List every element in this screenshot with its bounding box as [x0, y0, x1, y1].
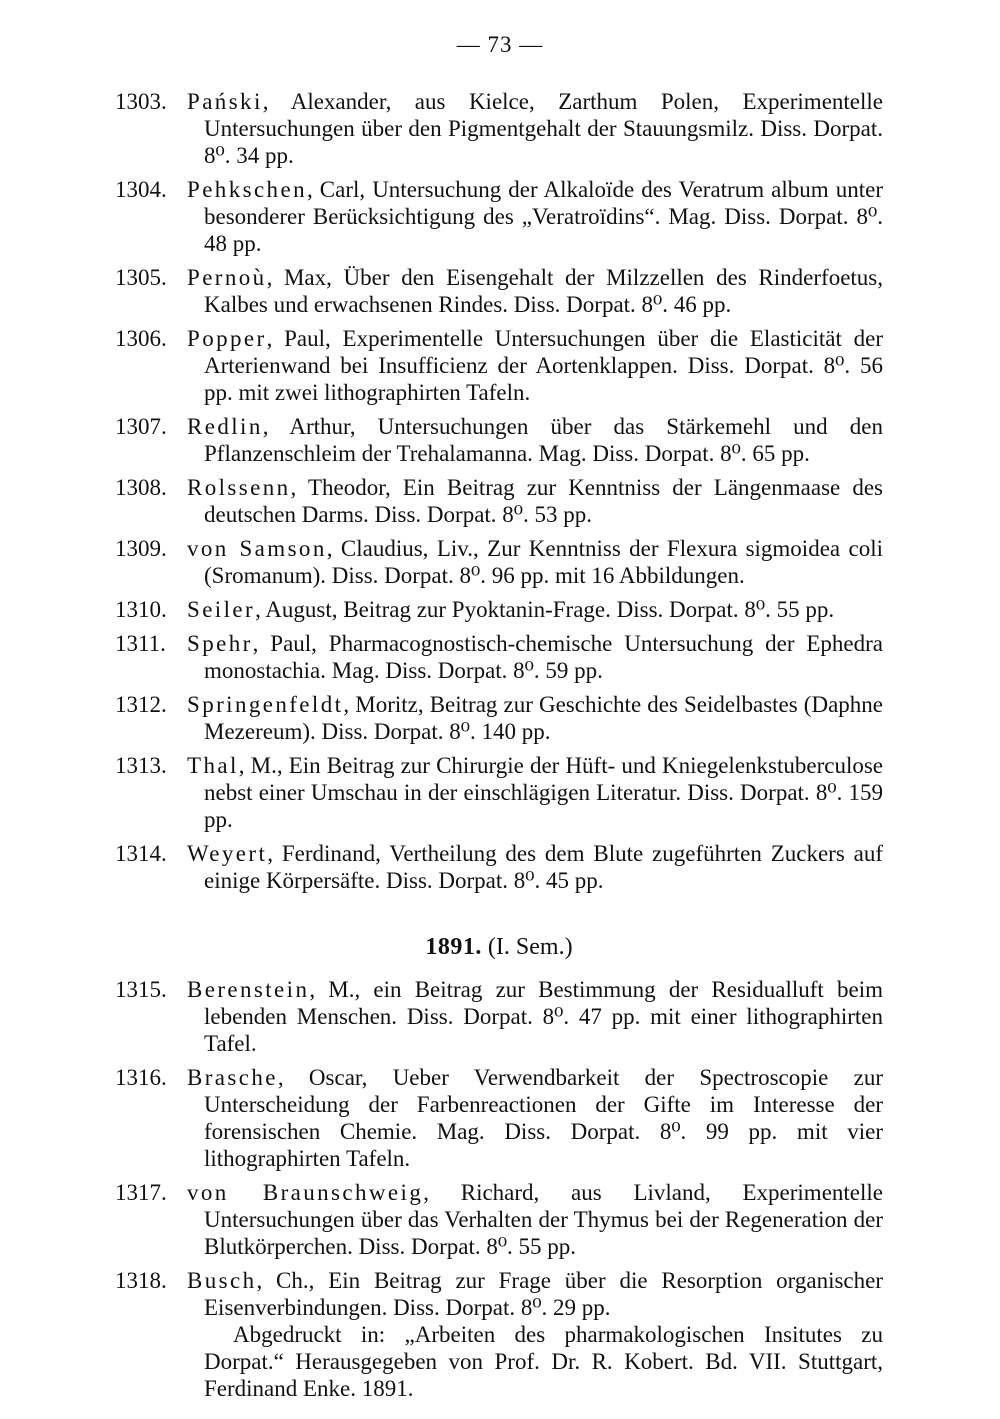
- entry-description: , Paul, Experimentelle Untersuchungen über die Elasticität der Arterienwand bei Insufficienz der Aortenklappen. Diss. Dorpat. 8⁰. 56 pp. mit zwei lithographirten Tafeln.: [204, 326, 883, 405]
- entry-number: 1304.: [115, 177, 167, 202]
- entry-text: [187, 413, 883, 467]
- entry-description: , M., ein Beitrag zur Bestimmung der Residualluft beim lebenden Menschen. Diss. Dorpat. 8⁰. 47 pp. mit einer lithographirten Tafel.: [204, 977, 883, 1056]
- entry-number: 1315.: [115, 977, 167, 1002]
- entry-description: , Richard, aus Livland, Experimentelle Untersuchungen über das Verhalten der Thymus bei der Regeneration der Blutkörperchen. Diss. Dorpat. 8⁰. 55 pp.: [204, 1180, 883, 1259]
- entry-number: 1310.: [115, 597, 167, 622]
- author-name: Springenfeldt: [187, 692, 344, 717]
- entry-number: 1306.: [115, 326, 167, 351]
- entry-text: [187, 596, 883, 623]
- section-year: 1891.: [425, 934, 482, 960]
- bibliography-entry: [115, 325, 883, 406]
- author-name: Rolssenn: [187, 475, 291, 500]
- entry-description: , Ch., Ein Beitrag zur Frage über die Resorption organischer Eisenverbindungen. Diss. Dorpat. 8⁰. 29 pp.: [204, 1268, 883, 1320]
- author-name: von Samson: [187, 536, 327, 561]
- author-name: Redlin: [187, 414, 263, 439]
- entry-text: [187, 691, 883, 745]
- author-name: Seiler: [187, 597, 256, 622]
- entry-description: , Oscar, Ueber Verwendbarkeit der Spectroscopie zur Unterscheidung der Farbenreactionen der Gifte im Interesse der forensischen Chemie. Mag. Diss. Dorpat. 8⁰. 99 pp. mit vier lithographirten Tafeln.: [204, 1065, 883, 1171]
- section-heading: [115, 934, 883, 961]
- bibliography-entry: [115, 691, 883, 745]
- entry-text: [187, 176, 883, 257]
- entry-number: 1308.: [115, 475, 167, 500]
- entry-description: , Max, Über den Eisengehalt der Milzzellen des Rinderfoetus, Kalbes und erwachsenen Rindes. Diss. Dorpat. 8⁰. 46 pp.: [204, 265, 883, 317]
- entry-description: , Paul, Pharmacognostisch-chemische Untersuchung der Ephedra monostachia. Mag. Diss. Dorpat. 8⁰. 59 pp.: [204, 631, 883, 683]
- author-name: Spehr: [187, 631, 253, 656]
- entry-text: [187, 1267, 883, 1321]
- entry-description: , Moritz, Beitrag zur Geschichte des Seidelbastes (Daphne Mezereum). Diss. Dorpat. 8⁰. 140 pp.: [204, 692, 883, 744]
- entry-number: 1307.: [115, 414, 167, 439]
- author-name: Thal: [187, 753, 239, 778]
- entry-text: [187, 630, 883, 684]
- entry-number: 1305.: [115, 265, 167, 290]
- entry-text: [187, 325, 883, 406]
- bibliography-entry: [115, 1179, 883, 1260]
- bibliography-entry: [115, 176, 883, 257]
- entry-note: Abgedruckt in: „Arbeiten des pharmakologischen Insitutes zu Dorpat.“ Herausgegeben von Prof. Dr. R. Kobert. Bd. VII. Stuttgart, Ferdinand Enke. 1891.: [204, 1322, 883, 1401]
- entry-description: , Claudius, Liv., Zur Kenntniss der Flexura sigmoidea coli (Sromanum). Diss. Dorpat. 8⁰. 96 pp. mit 16 Abbildungen.: [204, 536, 884, 588]
- bibliography-entry: [115, 535, 883, 589]
- author-name: Popper: [187, 326, 267, 351]
- entry-text: [187, 840, 883, 894]
- entry-number: 1312.: [115, 692, 167, 717]
- entry-number: 1317.: [115, 1180, 167, 1205]
- bibliography-entry: [115, 596, 883, 623]
- author-name: Brasche: [187, 1065, 278, 1090]
- entry-text: [187, 752, 883, 833]
- bibliography-entry: [115, 752, 883, 833]
- entry-description: , M., Ein Beitrag zur Chirurgie der Hüft- und Kniegelenkstuberculose nebst einer Umschau in der einschlägigen Literatur. Diss. Dorpat. 8⁰. 159 pp.: [204, 753, 883, 832]
- bibliography-entry: [115, 976, 883, 1057]
- author-name: Busch: [187, 1268, 257, 1293]
- entry-text: [187, 264, 883, 318]
- entry-description: , Alexander, aus Kielce, Zarthum Polen, Experimentelle Untersuchungen über den Pigmentgehalt der Stauungsmilz. Diss. Dorpat. 8⁰. 34 pp.: [204, 89, 883, 168]
- entry-number: 1318.: [115, 1268, 167, 1293]
- bibliography-entry: [115, 840, 883, 894]
- author-name: Pernoù: [187, 265, 267, 290]
- entry-number: 1316.: [115, 1065, 167, 1090]
- entry-text: [187, 474, 883, 528]
- entry-number: 1314.: [115, 841, 167, 866]
- section-semester: (I. Sem.): [487, 934, 573, 960]
- author-name: von Braunschweig: [187, 1180, 424, 1205]
- entries-list-1891: [115, 976, 883, 1402]
- bibliography-entry: [115, 264, 883, 318]
- bibliography-entry: [115, 630, 883, 684]
- entry-number: 1309.: [115, 536, 167, 561]
- entry-number: 1311.: [115, 631, 166, 656]
- author-name: Berenstein: [187, 977, 310, 1002]
- bibliography-entry: [115, 1064, 883, 1172]
- bibliography-entry: [115, 88, 883, 169]
- entries-list-1890: [115, 88, 883, 894]
- entry-number: 1313.: [115, 753, 167, 778]
- entry-description: , Theodor, Ein Beitrag zur Kenntniss der Längenmaase des deutschen Darms. Diss. Dorpat. 8⁰. 53 pp.: [204, 475, 883, 527]
- entry-text: [187, 88, 883, 169]
- entry-text: [187, 976, 883, 1057]
- entry-description: , Ferdinand, Vertheilung des dem Blute zugeführten Zuckers auf einige Körpersäfte. Diss. Dorpat. 8⁰. 45 pp.: [204, 841, 883, 893]
- entry-description: , Carl, Untersuchung der Alkaloïde des Veratrum album unter besonderer Berücksichtigung des „Veratroïdins“. Mag. Diss. Dorpat. 8⁰. 48 pp.: [204, 177, 883, 256]
- page-number: — 73 —: [456, 32, 544, 57]
- author-name: Pehkschen: [187, 177, 307, 202]
- entry-number: 1303.: [115, 89, 167, 114]
- bibliography-entry: [115, 413, 883, 467]
- author-name: Weyert: [187, 841, 268, 866]
- entry-text: [187, 1179, 883, 1260]
- entry-text: [187, 535, 884, 589]
- author-name: Pański: [187, 89, 263, 114]
- entry-text: [187, 1064, 883, 1172]
- entry-description: , Arthur, Untersuchungen über das Stärkemehl und den Pflanzenschleim der Trehalamanna. Mag. Diss. Dorpat. 8⁰. 65 pp.: [204, 414, 883, 466]
- entry-description: , August, Beitrag zur Pyoktanin-Frage. Diss. Dorpat. 8⁰. 55 pp.: [255, 597, 835, 622]
- bibliography-entry: [115, 474, 883, 528]
- bibliography-entry: [115, 1267, 883, 1321]
